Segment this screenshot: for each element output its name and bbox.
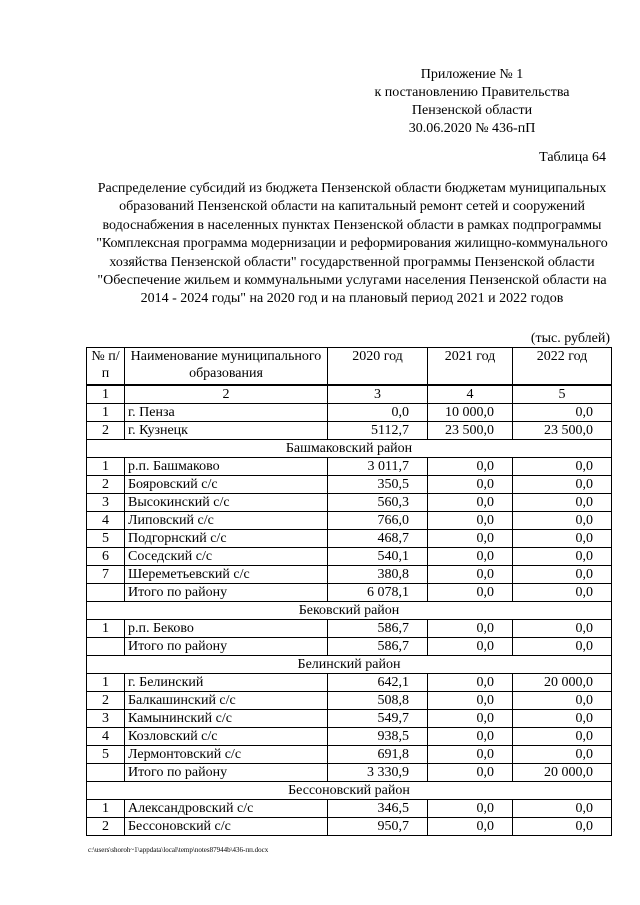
value-2021: 0,0 (428, 692, 513, 710)
table-row (87, 548, 612, 566)
value-2020: 691,8 (328, 746, 428, 764)
value-2020: 3 330,9 (328, 764, 428, 782)
column-number: 2 (125, 385, 328, 404)
group-name: Бессоновский район (87, 782, 612, 800)
row-name: Бессоновский с/с (125, 818, 328, 836)
value-2022: 0,0 (513, 746, 612, 764)
group-name: Бековский район (87, 602, 612, 620)
table-body (87, 404, 612, 836)
table-row (87, 746, 612, 764)
row-name: р.п. Беково (125, 620, 328, 638)
value-2021: 0,0 (428, 764, 513, 782)
row-name: Итого по району (125, 584, 328, 602)
value-2020: 586,7 (328, 620, 428, 638)
value-2022: 0,0 (513, 566, 612, 584)
value-2021: 0,0 (428, 530, 513, 548)
appendix-line-3: Пензенской области (411, 103, 533, 118)
column-number: 4 (428, 385, 513, 404)
row-number (87, 764, 125, 782)
row-number: 2 (87, 818, 125, 836)
column-number: 5 (513, 385, 612, 404)
row-number: 1 (87, 458, 125, 476)
row-number: 2 (87, 476, 125, 494)
group-name: Белинский район (87, 656, 612, 674)
table-row (87, 458, 612, 476)
value-2020: 586,7 (328, 638, 428, 656)
value-2022: 0,0 (513, 404, 612, 422)
value-2022: 0,0 (513, 638, 612, 656)
row-name: Бояровский с/с (125, 476, 328, 494)
value-2021: 0,0 (428, 548, 513, 566)
value-2021: 0,0 (428, 674, 513, 692)
value-2021: 0,0 (428, 494, 513, 512)
row-number: 7 (87, 566, 125, 584)
appendix-line-1: Приложение № 1 (420, 67, 524, 82)
row-number: 4 (87, 512, 125, 530)
row-number: 1 (87, 674, 125, 692)
row-number: 5 (87, 530, 125, 548)
row-name: Александровский с/с (125, 800, 328, 818)
document-title: Распределение субсидий из бюджета Пензенской области бюджетам муниципальных образований Пензенской области на капитальный ремонт сетей и сооружений водоснабжения в населенных пунктах Пензенской области в рамках подпрограммы "Комплексная программа модернизации и реформирования жилищно-коммунального хозяйства Пензенской области" государственной программы Пензенской области "Обеспечение жильем и коммунальными услугами населения Пензенской области на 2014 - 2024 годы" на 2020 год и на плановый период 2021 и 2022 годов (96, 181, 608, 307)
value-2022: 0,0 (513, 800, 612, 818)
value-2020: 560,3 (328, 494, 428, 512)
column-number: 3 (328, 385, 428, 404)
value-2021: 0,0 (428, 458, 513, 476)
group-row (87, 656, 612, 674)
row-number: 1 (87, 620, 125, 638)
row-name: г. Кузнецк (125, 422, 328, 440)
row-name: р.п. Башмаково (125, 458, 328, 476)
subsidy-table (86, 347, 612, 836)
table-row (87, 530, 612, 548)
table-row (87, 620, 612, 638)
value-2022: 0,0 (513, 728, 612, 746)
value-2022: 20 000,0 (513, 764, 612, 782)
row-number: 2 (87, 422, 125, 440)
group-row (87, 440, 612, 458)
row-name: Высокинский с/с (125, 494, 328, 512)
appendix-line-4: 30.06.2020 № 436-пП (408, 121, 536, 136)
value-2020: 508,8 (328, 692, 428, 710)
row-number: 5 (87, 746, 125, 764)
row-name: Итого по району (125, 638, 328, 656)
group-row (87, 602, 612, 620)
value-2020: 3 011,7 (328, 458, 428, 476)
row-number: 2 (87, 692, 125, 710)
table-row (87, 710, 612, 728)
value-2022: 0,0 (513, 620, 612, 638)
table-row (87, 404, 612, 422)
row-number: 1 (87, 404, 125, 422)
table-header-row (87, 348, 612, 386)
value-2021: 0,0 (428, 818, 513, 836)
table-row (87, 764, 612, 782)
header-number: № п/п (87, 348, 125, 386)
value-2021: 0,0 (428, 566, 513, 584)
column-number: 1 (87, 385, 125, 404)
value-2022: 20 000,0 (513, 674, 612, 692)
value-2020: 766,0 (328, 512, 428, 530)
row-name: г. Пенза (125, 404, 328, 422)
table-row (87, 512, 612, 530)
table-row (87, 566, 612, 584)
row-name: г. Белинский (125, 674, 328, 692)
row-name: Козловский с/с (125, 728, 328, 746)
value-2020: 468,7 (328, 530, 428, 548)
value-2020: 938,5 (328, 728, 428, 746)
table-row (87, 638, 612, 656)
value-2022: 0,0 (513, 710, 612, 728)
value-2022: 0,0 (513, 530, 612, 548)
value-2021: 0,0 (428, 638, 513, 656)
value-2021: 23 500,0 (428, 422, 513, 440)
value-2022: 23 500,0 (513, 422, 612, 440)
header-2021: 2021 год (428, 348, 513, 386)
row-name: Липовский с/с (125, 512, 328, 530)
value-2021: 0,0 (428, 746, 513, 764)
value-2020: 346,5 (328, 800, 428, 818)
value-2020: 950,7 (328, 818, 428, 836)
row-name: Подгорнский с/с (125, 530, 328, 548)
value-2020: 0,0 (328, 404, 428, 422)
table-row (87, 422, 612, 440)
value-2020: 6 078,1 (328, 584, 428, 602)
row-number: 1 (87, 800, 125, 818)
row-name: Итого по району (125, 764, 328, 782)
value-2021: 0,0 (428, 728, 513, 746)
value-2022: 0,0 (513, 512, 612, 530)
group-name: Башмаковский район (87, 440, 612, 458)
value-2020: 642,1 (328, 674, 428, 692)
value-2020: 5112,7 (328, 422, 428, 440)
appendix-block (362, 66, 582, 138)
value-2022: 0,0 (513, 692, 612, 710)
appendix-line-2: к постановлению Правительства (374, 85, 570, 100)
value-2022: 0,0 (513, 548, 612, 566)
value-2021: 0,0 (428, 584, 513, 602)
table-row (87, 494, 612, 512)
row-name: Шереметьевский с/с (125, 566, 328, 584)
table-row (87, 674, 612, 692)
value-2020: 380,8 (328, 566, 428, 584)
value-2022: 0,0 (513, 476, 612, 494)
table-number: Таблица 64 (539, 150, 606, 165)
row-number (87, 638, 125, 656)
value-2022: 0,0 (513, 458, 612, 476)
row-number: 6 (87, 548, 125, 566)
table-row (87, 800, 612, 818)
header-name: Наименование муниципального образования (125, 348, 328, 386)
value-2022: 0,0 (513, 584, 612, 602)
value-2022: 0,0 (513, 818, 612, 836)
value-2022: 0,0 (513, 494, 612, 512)
table-row (87, 584, 612, 602)
value-2020: 549,7 (328, 710, 428, 728)
value-2021: 0,0 (428, 800, 513, 818)
units-label: (тыс. рублей) (530, 331, 610, 346)
header-2020: 2020 год (328, 348, 428, 386)
table-row (87, 818, 612, 836)
header-2022: 2022 год (513, 348, 612, 386)
row-name: Камынинский с/с (125, 710, 328, 728)
table-row (87, 728, 612, 746)
column-number-row (87, 385, 612, 404)
value-2021: 0,0 (428, 476, 513, 494)
row-number (87, 584, 125, 602)
value-2021: 0,0 (428, 620, 513, 638)
value-2020: 540,1 (328, 548, 428, 566)
file-path-footer: c:\users\shoroh~1\appdata\local\temp\notes87944b\436-пп.docx (88, 846, 269, 854)
row-name: Соседский с/с (125, 548, 328, 566)
row-number: 3 (87, 494, 125, 512)
value-2021: 10 000,0 (428, 404, 513, 422)
value-2021: 0,0 (428, 710, 513, 728)
table-row (87, 476, 612, 494)
row-name: Балкашинский с/с (125, 692, 328, 710)
row-number: 3 (87, 710, 125, 728)
group-row (87, 782, 612, 800)
table-row (87, 692, 612, 710)
row-number: 4 (87, 728, 125, 746)
value-2020: 350,5 (328, 476, 428, 494)
value-2021: 0,0 (428, 512, 513, 530)
row-name: Лермонтовский с/с (125, 746, 328, 764)
